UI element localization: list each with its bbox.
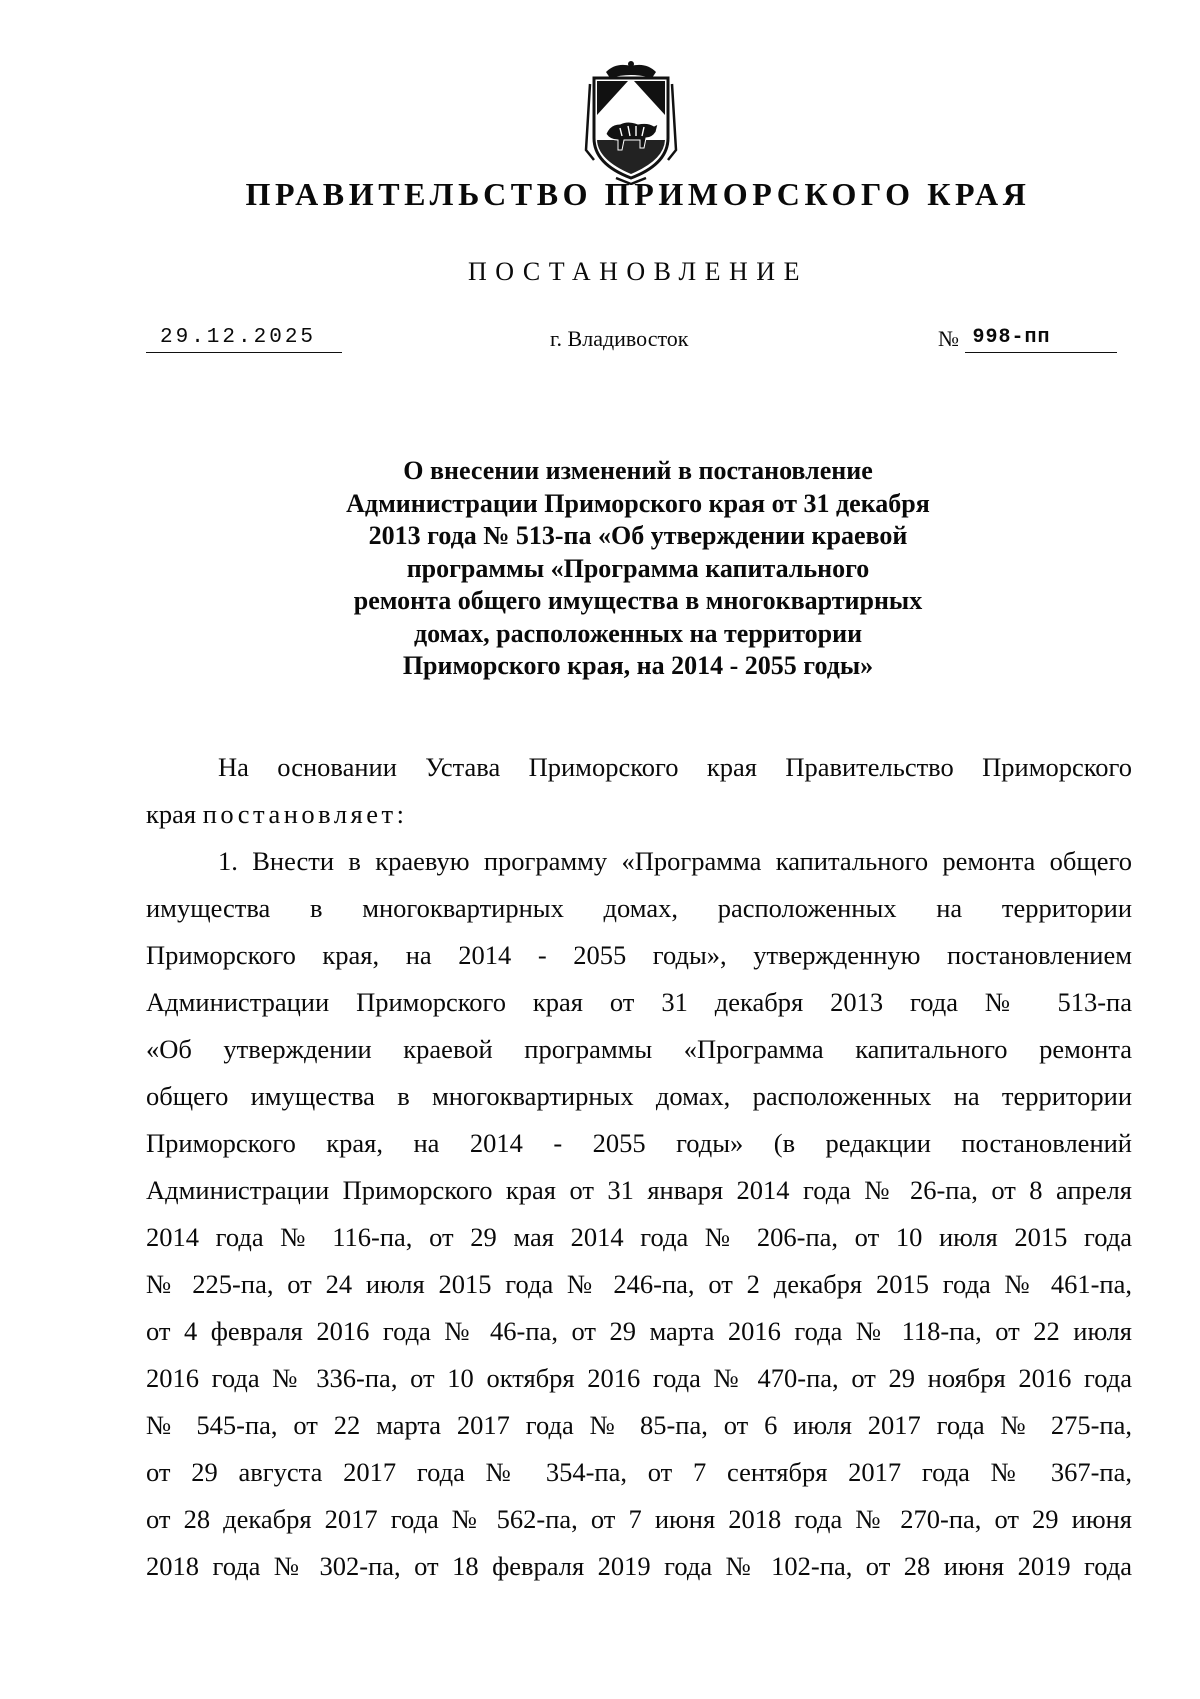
- subject-line: Администрации Приморского края от 31 декабря: [346, 488, 930, 518]
- body-line: от 4 февраля 2016 года № 46-па, от 29 марта 2016 года № 118-па, от 22 июля: [146, 1316, 1132, 1346]
- coat-of-arms-icon: [576, 60, 686, 185]
- body-line: № 545-па, от 22 марта 2017 года № 85-па, от 6 июля 2017 года № 275-па,: [146, 1410, 1132, 1440]
- subject-line: О внесении изменений в постановление: [403, 456, 873, 485]
- body-line: 2016 года № 336-па, от 10 октября 2016 года № 470-па, от 29 ноября 2016 года: [146, 1363, 1132, 1393]
- body-line: Приморского края, на 2014 - 2055 годы», утвержденную постановлением: [146, 940, 1132, 970]
- body-line: от 28 декабря 2017 года № 562-па, от 7 июня 2018 года № 270-па, от 29 июня: [146, 1504, 1132, 1534]
- body-line: № 225-па, от 24 июля 2015 года № 246-па, от 2 декабря 2015 года № 461-па,: [146, 1269, 1132, 1299]
- body-line: Администрации Приморского края от 31 января 2014 года № 26-па, от 8 апреля: [146, 1175, 1132, 1205]
- document-body: [146, 744, 1132, 1590]
- body-line: общего имущества в многоквартирных домах, расположенных на территории: [146, 1081, 1132, 1111]
- document-meta: [0, 326, 1200, 366]
- document-date: 29.12.2025: [146, 326, 342, 353]
- subject-line: домах, расположенных на территории: [413, 618, 863, 648]
- document-number-block: [938, 326, 1117, 353]
- government-title: ПРАВИТЕЛЬСТВО ПРИМОРСКОГО КРАЯ: [245, 176, 1031, 212]
- subject-line: ремонта общего имущества в многоквартирных: [353, 586, 923, 615]
- body-line: Администрации Приморского края от 31 декабря 2013 года № 513-па: [146, 987, 1132, 1017]
- number-sign: №: [938, 326, 959, 351]
- document-number: 998-пп: [965, 326, 1117, 353]
- body-line: имущества в многоквартирных домах, расположенных на территории: [146, 893, 1132, 923]
- body-line: [146, 791, 1132, 838]
- body-line: 2018 года № 302-па, от 18 февраля 2019 года № 102-па, от 28 июня 2019 года: [146, 1551, 1132, 1581]
- body-line: от 29 августа 2017 года № 354-па, от 7 сентября 2017 года № 367-па,: [146, 1457, 1132, 1487]
- document-city: г. Владивосток: [550, 326, 689, 351]
- body-line: Приморского края, на 2014 - 2055 годы» (в редакции постановлений: [146, 1128, 1132, 1158]
- body-line: «Об утверждении краевой программы «Программа капитального ремонта: [146, 1034, 1132, 1064]
- subject-line: 2013 года № 513-па «Об утверждении краевой: [368, 521, 908, 550]
- resolves-word: постановляет:: [202, 799, 408, 829]
- document-subject: [0, 455, 1200, 683]
- body-text: края: [146, 799, 203, 829]
- body-line: 2014 года № 116-па, от 29 мая 2014 года № 206-па, от 10 июля 2015 года: [146, 1222, 1132, 1252]
- body-line: 1. Внести в краевую программу «Программа капитального ремонта общего: [218, 846, 1132, 876]
- subject-line: программы «Программа капитального: [406, 553, 870, 583]
- body-line: На основании Устава Приморского края Правительство Приморского: [218, 752, 1132, 782]
- document-type: ПОСТАНОВЛЕНИЕ: [468, 257, 808, 286]
- subject-line: Приморского края, на 2014 - 2055 годы»: [402, 651, 874, 680]
